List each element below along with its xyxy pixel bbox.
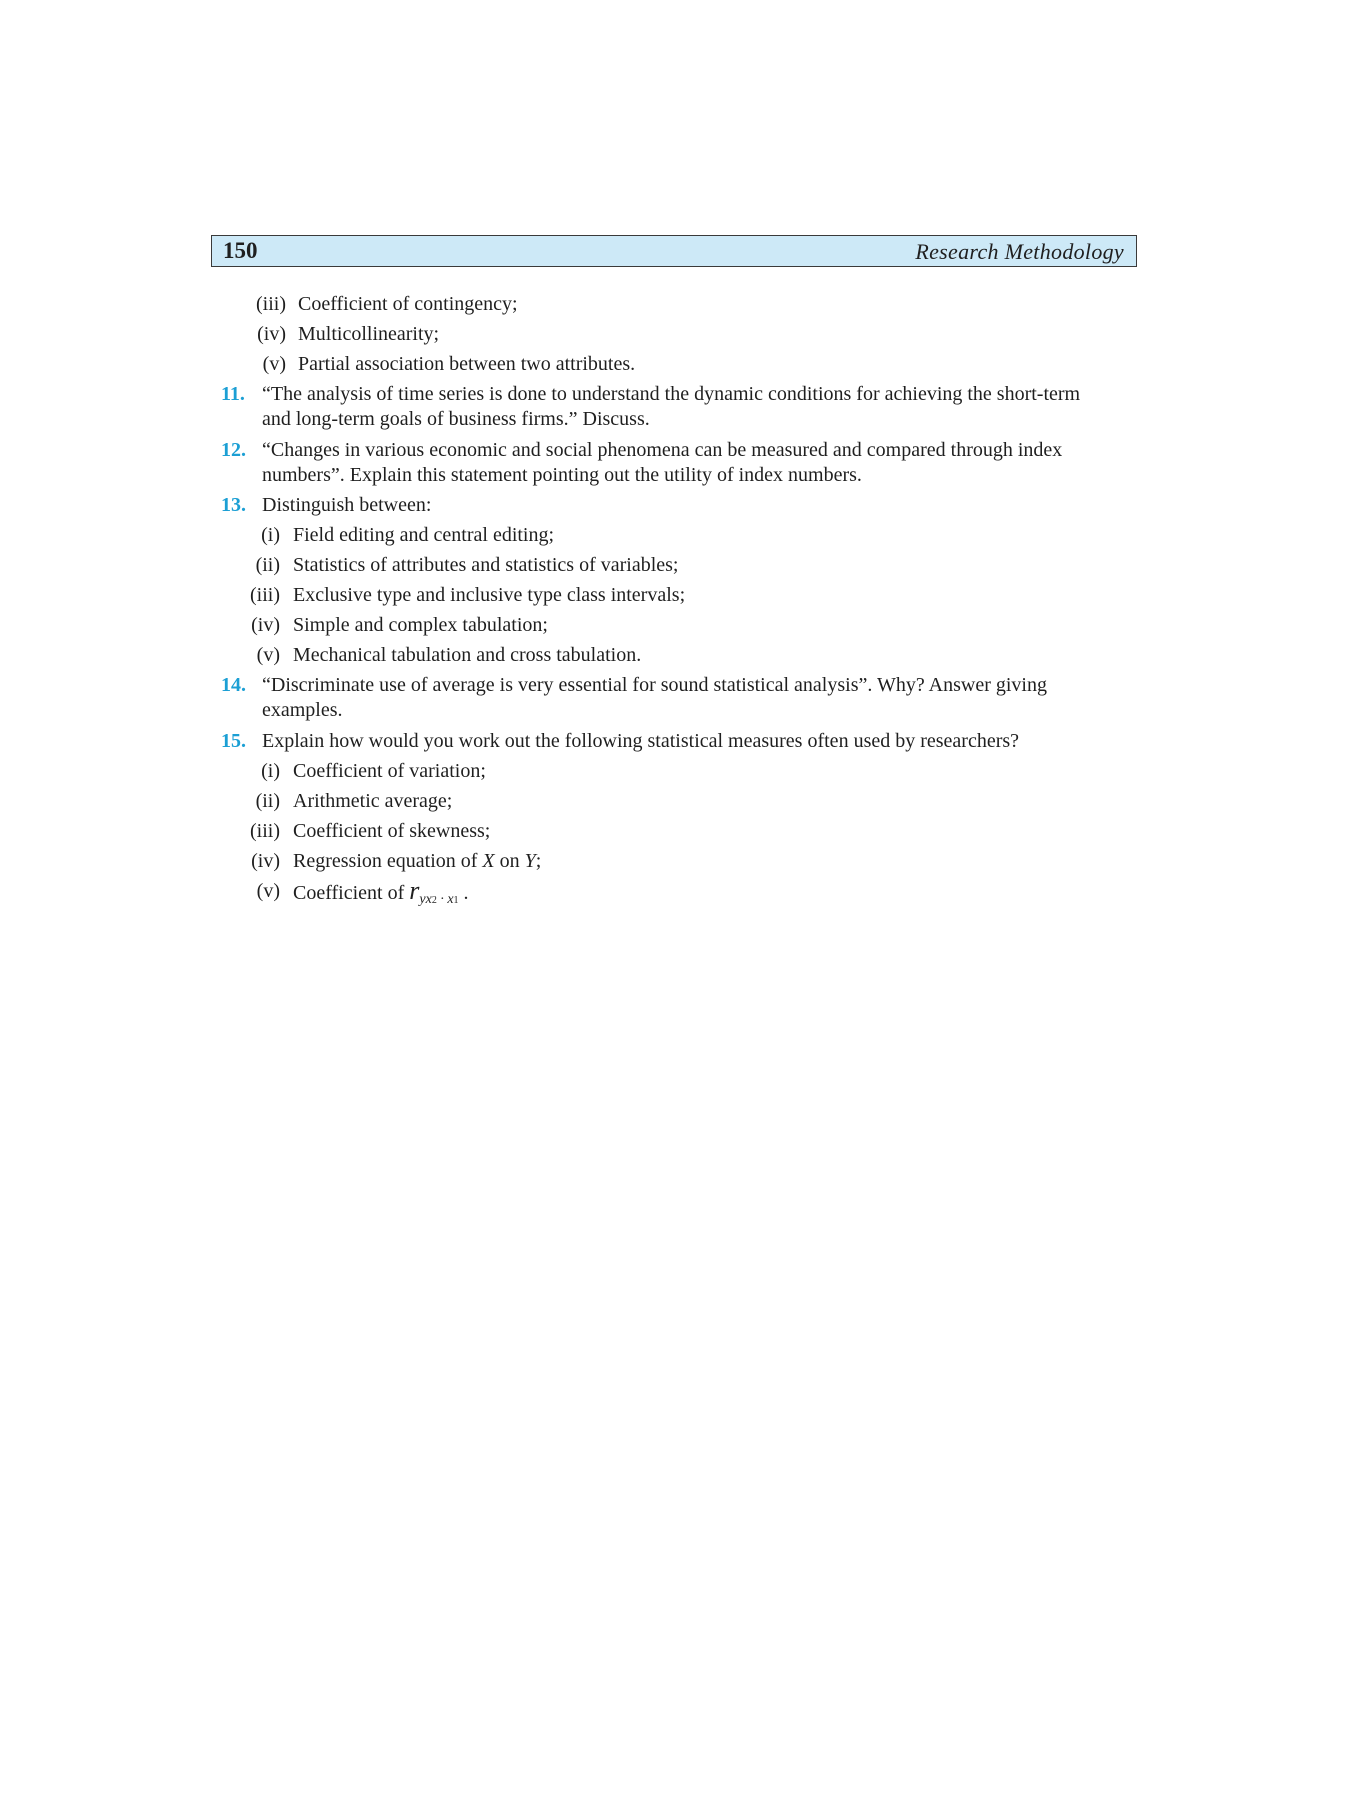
question-text-line: “Changes in various economic and social phenomena can be measured and compared through index bbox=[262, 439, 1063, 461]
subscript bbox=[419, 892, 458, 907]
variable-y: Y bbox=[524, 850, 536, 872]
item-number: (iv) bbox=[251, 614, 280, 636]
item-number: (iv) bbox=[257, 323, 286, 345]
text-part: Coefficient of bbox=[293, 882, 410, 904]
question-text-line: numbers”. Explain this statement pointing out the utility of index numbers. bbox=[262, 464, 862, 486]
subscript-part: yx bbox=[419, 892, 432, 907]
item-text: Arithmetic average; bbox=[293, 790, 453, 812]
item-number: (ii) bbox=[255, 790, 280, 812]
question-number: 15. bbox=[221, 730, 246, 752]
item-number: (v) bbox=[256, 880, 280, 902]
question-number: 12. bbox=[221, 439, 246, 461]
running-title: Research Methodology bbox=[915, 239, 1124, 264]
text-part: on bbox=[494, 850, 525, 872]
item-text: Partial association between two attributes. bbox=[298, 353, 636, 375]
item-number: (i) bbox=[261, 760, 280, 782]
item-number: (iii) bbox=[256, 293, 286, 315]
question-text-line: Explain how would you work out the following statistical measures often used by researchers? bbox=[262, 730, 1020, 752]
variable-x: X bbox=[482, 850, 495, 872]
text-part: . bbox=[458, 882, 469, 904]
text-part: ; bbox=[535, 850, 542, 872]
item-number: (iii) bbox=[250, 820, 280, 842]
item-number: (i) bbox=[261, 524, 280, 546]
item-number: (ii) bbox=[255, 554, 280, 576]
question-text-line: “Discriminate use of average is very essential for sound statistical analysis”. Why? Answer giving bbox=[262, 674, 1047, 696]
item-text: Coefficient of contingency; bbox=[298, 293, 518, 315]
correlation-symbol: r bbox=[409, 876, 420, 905]
item-text: Mechanical tabulation and cross tabulation. bbox=[293, 644, 642, 666]
item-text: Field editing and central editing; bbox=[293, 524, 555, 546]
question-text-line: and long-term goals of business firms.” Discuss. bbox=[262, 408, 650, 430]
subscript-part: · x bbox=[436, 892, 454, 907]
item-text bbox=[293, 849, 541, 873]
question-text-line: “The analysis of time series is done to understand the dynamic conditions for achieving the short-term bbox=[262, 383, 1081, 405]
question-text-line: examples. bbox=[262, 699, 343, 721]
item-number: (iii) bbox=[250, 584, 280, 606]
item-text: Coefficient of skewness; bbox=[293, 820, 491, 842]
item-text bbox=[293, 876, 469, 913]
item-number: (v) bbox=[256, 644, 280, 666]
question-number: 11. bbox=[221, 383, 245, 405]
subscript-part: 2 bbox=[431, 895, 437, 906]
item-text: Exclusive type and inclusive type class intervals; bbox=[293, 584, 686, 606]
question-text-line: Distinguish between: bbox=[262, 494, 432, 516]
question-number: 13. bbox=[221, 494, 246, 516]
question-number: 14. bbox=[221, 674, 246, 696]
item-text: Coefficient of variation; bbox=[293, 760, 486, 782]
page-number: 150 bbox=[223, 238, 258, 263]
item-text: Simple and complex tabulation; bbox=[293, 614, 548, 636]
subscript-part: 1 bbox=[453, 895, 459, 906]
item-number: (v) bbox=[262, 353, 286, 375]
item-text: Statistics of attributes and statistics of variables; bbox=[293, 554, 679, 576]
item-number: (iv) bbox=[251, 850, 280, 872]
text-part: Regression equation of bbox=[293, 850, 483, 872]
item-text: Multicollinearity; bbox=[298, 323, 440, 345]
